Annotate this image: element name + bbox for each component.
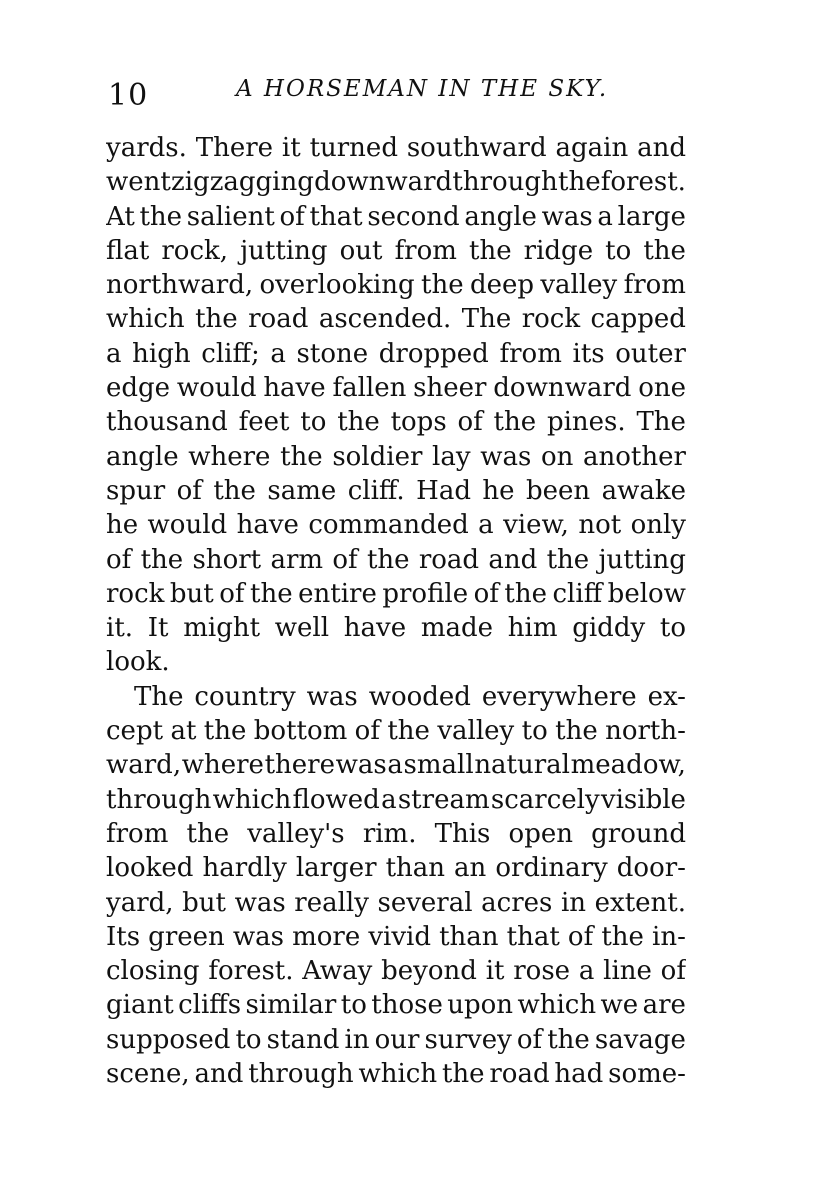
text-line: supposed to stand in our survey of the savage <box>106 1024 686 1055</box>
text-line: which the road ascended. The rock capped <box>106 304 686 335</box>
body-text <box>106 131 686 1091</box>
text-line: look. <box>106 647 170 678</box>
running-title: A HORSEMAN IN THE SKY. <box>236 76 609 102</box>
text-line: angle where the soldier lay was on another <box>106 441 686 472</box>
text-line: giant cliffs similar to those upon which we are <box>106 990 686 1021</box>
text-line: of the short arm of the road and the jutting <box>106 544 686 575</box>
text-line: scene, and through which the road had some- <box>106 1059 686 1090</box>
text-line: yards. There it turned southward again and <box>106 133 686 163</box>
text-line: flat rock, jutting out from the ridge to the <box>106 235 686 266</box>
text-line: went zigzagging downward through the forest. <box>106 167 686 198</box>
text-line: edge would have fallen sheer downward one <box>106 373 686 404</box>
text-line: At the salient of that second angle was a large <box>106 201 686 232</box>
text-line: Its green was more vivid than that of the in- <box>106 921 686 952</box>
text-line: looked hardly larger than an ordinary door- <box>106 853 686 884</box>
text-line: spur of the same cliff. Had he been awake <box>106 475 686 506</box>
text-line: The country was wooded everywhere ex- <box>134 681 686 712</box>
text-line: a high cliff; a stone dropped from its outer <box>106 338 686 369</box>
text-line: ward, where there was a small natural meadow, <box>106 750 686 781</box>
text-line: rock but of the entire profile of the cliff below <box>106 578 686 609</box>
text-line: northward, overlooking the deep valley from <box>106 270 686 301</box>
text-line: it. It might well have made him giddy to <box>106 613 686 644</box>
text-line: cept at the bottom of the valley to the north- <box>106 716 686 747</box>
text-line: from the valley's rim. This open ground <box>106 818 686 849</box>
text-line: closing forest. Away beyond it rose a line of <box>106 956 686 987</box>
text-line: yard, but was really several acres in extent. <box>106 887 686 918</box>
running-head <box>108 70 688 113</box>
text-line: through which flowed a stream scarcely visible <box>106 784 686 815</box>
text-line: he would have commanded a view, not only <box>106 510 686 541</box>
page-number: 10 <box>108 78 149 113</box>
text-line: thousand feet to the tops of the pines. The <box>106 407 686 438</box>
